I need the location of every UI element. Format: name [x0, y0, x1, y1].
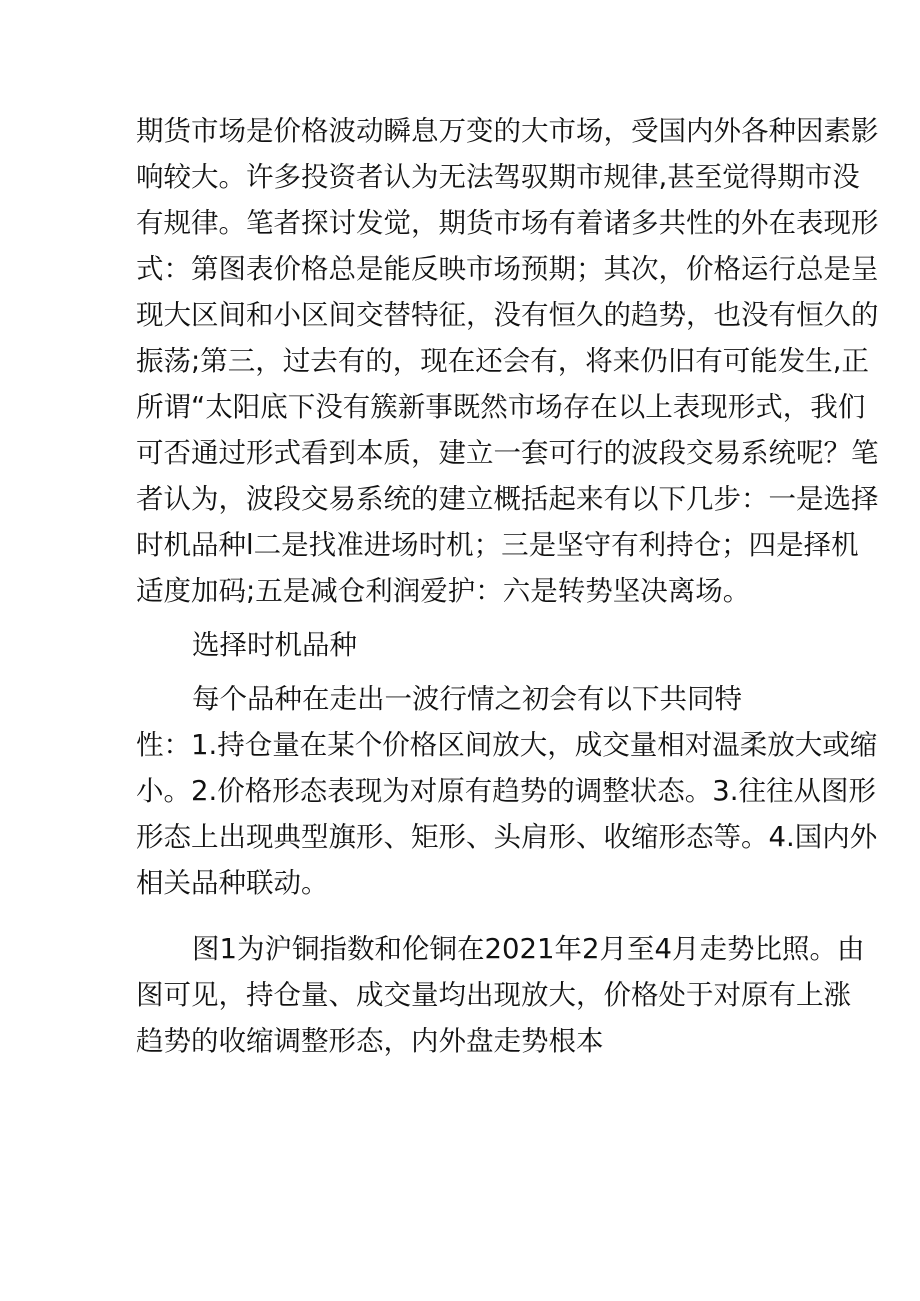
text-line: 时机品种l二是找准进场时机；三是坚守有利持仓；四是择机 — [136, 529, 859, 561]
text-line: 小。2.价格形态表现为对原有趋势的调整状态。3.往往从图形 — [136, 775, 876, 807]
text-line: 图可见，持仓量、成交量均出现放大，价格处于对原有上涨 — [136, 979, 851, 1011]
section-heading: 选择时机品种 — [192, 629, 357, 661]
text-line: 振荡;第三，过去有的，现在还会有，将来仍旧有可能发生,正 — [136, 345, 870, 377]
text-line: 每个品种在走出一波行情之初会有以下共同特 — [192, 683, 742, 715]
text-line: 式：第图表价格总是能反映市场预期；其次，价格运行总是呈 — [136, 253, 879, 285]
text-line: 可否通过形式看到本质，建立一套可行的波段交易系统呢？笔 — [136, 437, 879, 469]
paragraph-intro — [136, 108, 879, 614]
text-line: 现大区间和小区间交替特征，没有恒久的趋势，也没有恒久的 — [136, 299, 879, 331]
document-body — [136, 108, 879, 1064]
text-line: 相关品种联动。 — [136, 867, 329, 899]
text-line: 趋势的收缩调整形态，内外盘走势根本 — [136, 1025, 604, 1057]
text-line: 所谓“太阳底下没有簇新事既然市场存在以上表现形式，我们 — [136, 391, 866, 423]
text-line: 形态上出现典型旗形、矩形、头肩形、收缩形态等。4.国内外 — [136, 821, 878, 853]
text-line: 图1为沪铜指数和伦铜在2021年2月至4月走势比照。由 — [192, 933, 865, 965]
paragraph-figure — [136, 926, 865, 1064]
text-line: 性：1.持仓量在某个价格区间放大，成交量相对温柔放大或缩 — [136, 729, 878, 761]
text-line: 有规律。笔者探讨发觉，期货市场有着诸多共性的外在表现形 — [136, 207, 879, 239]
paragraph-features — [136, 676, 878, 906]
text-line: 者认为，波段交易系统的建立概括起来有以下几步：一是选择 — [136, 483, 879, 515]
text-line: 响较大。许多投资者认为无法驾驭期市规律,甚至觉得期市没 — [136, 161, 860, 193]
text-line: 期货市场是价格波动瞬息万变的大市场，受国内外各种因素影 — [136, 115, 879, 147]
text-line: 适度加码;五是减仓利润爱护：六是转势坚决离场。 — [136, 575, 751, 607]
